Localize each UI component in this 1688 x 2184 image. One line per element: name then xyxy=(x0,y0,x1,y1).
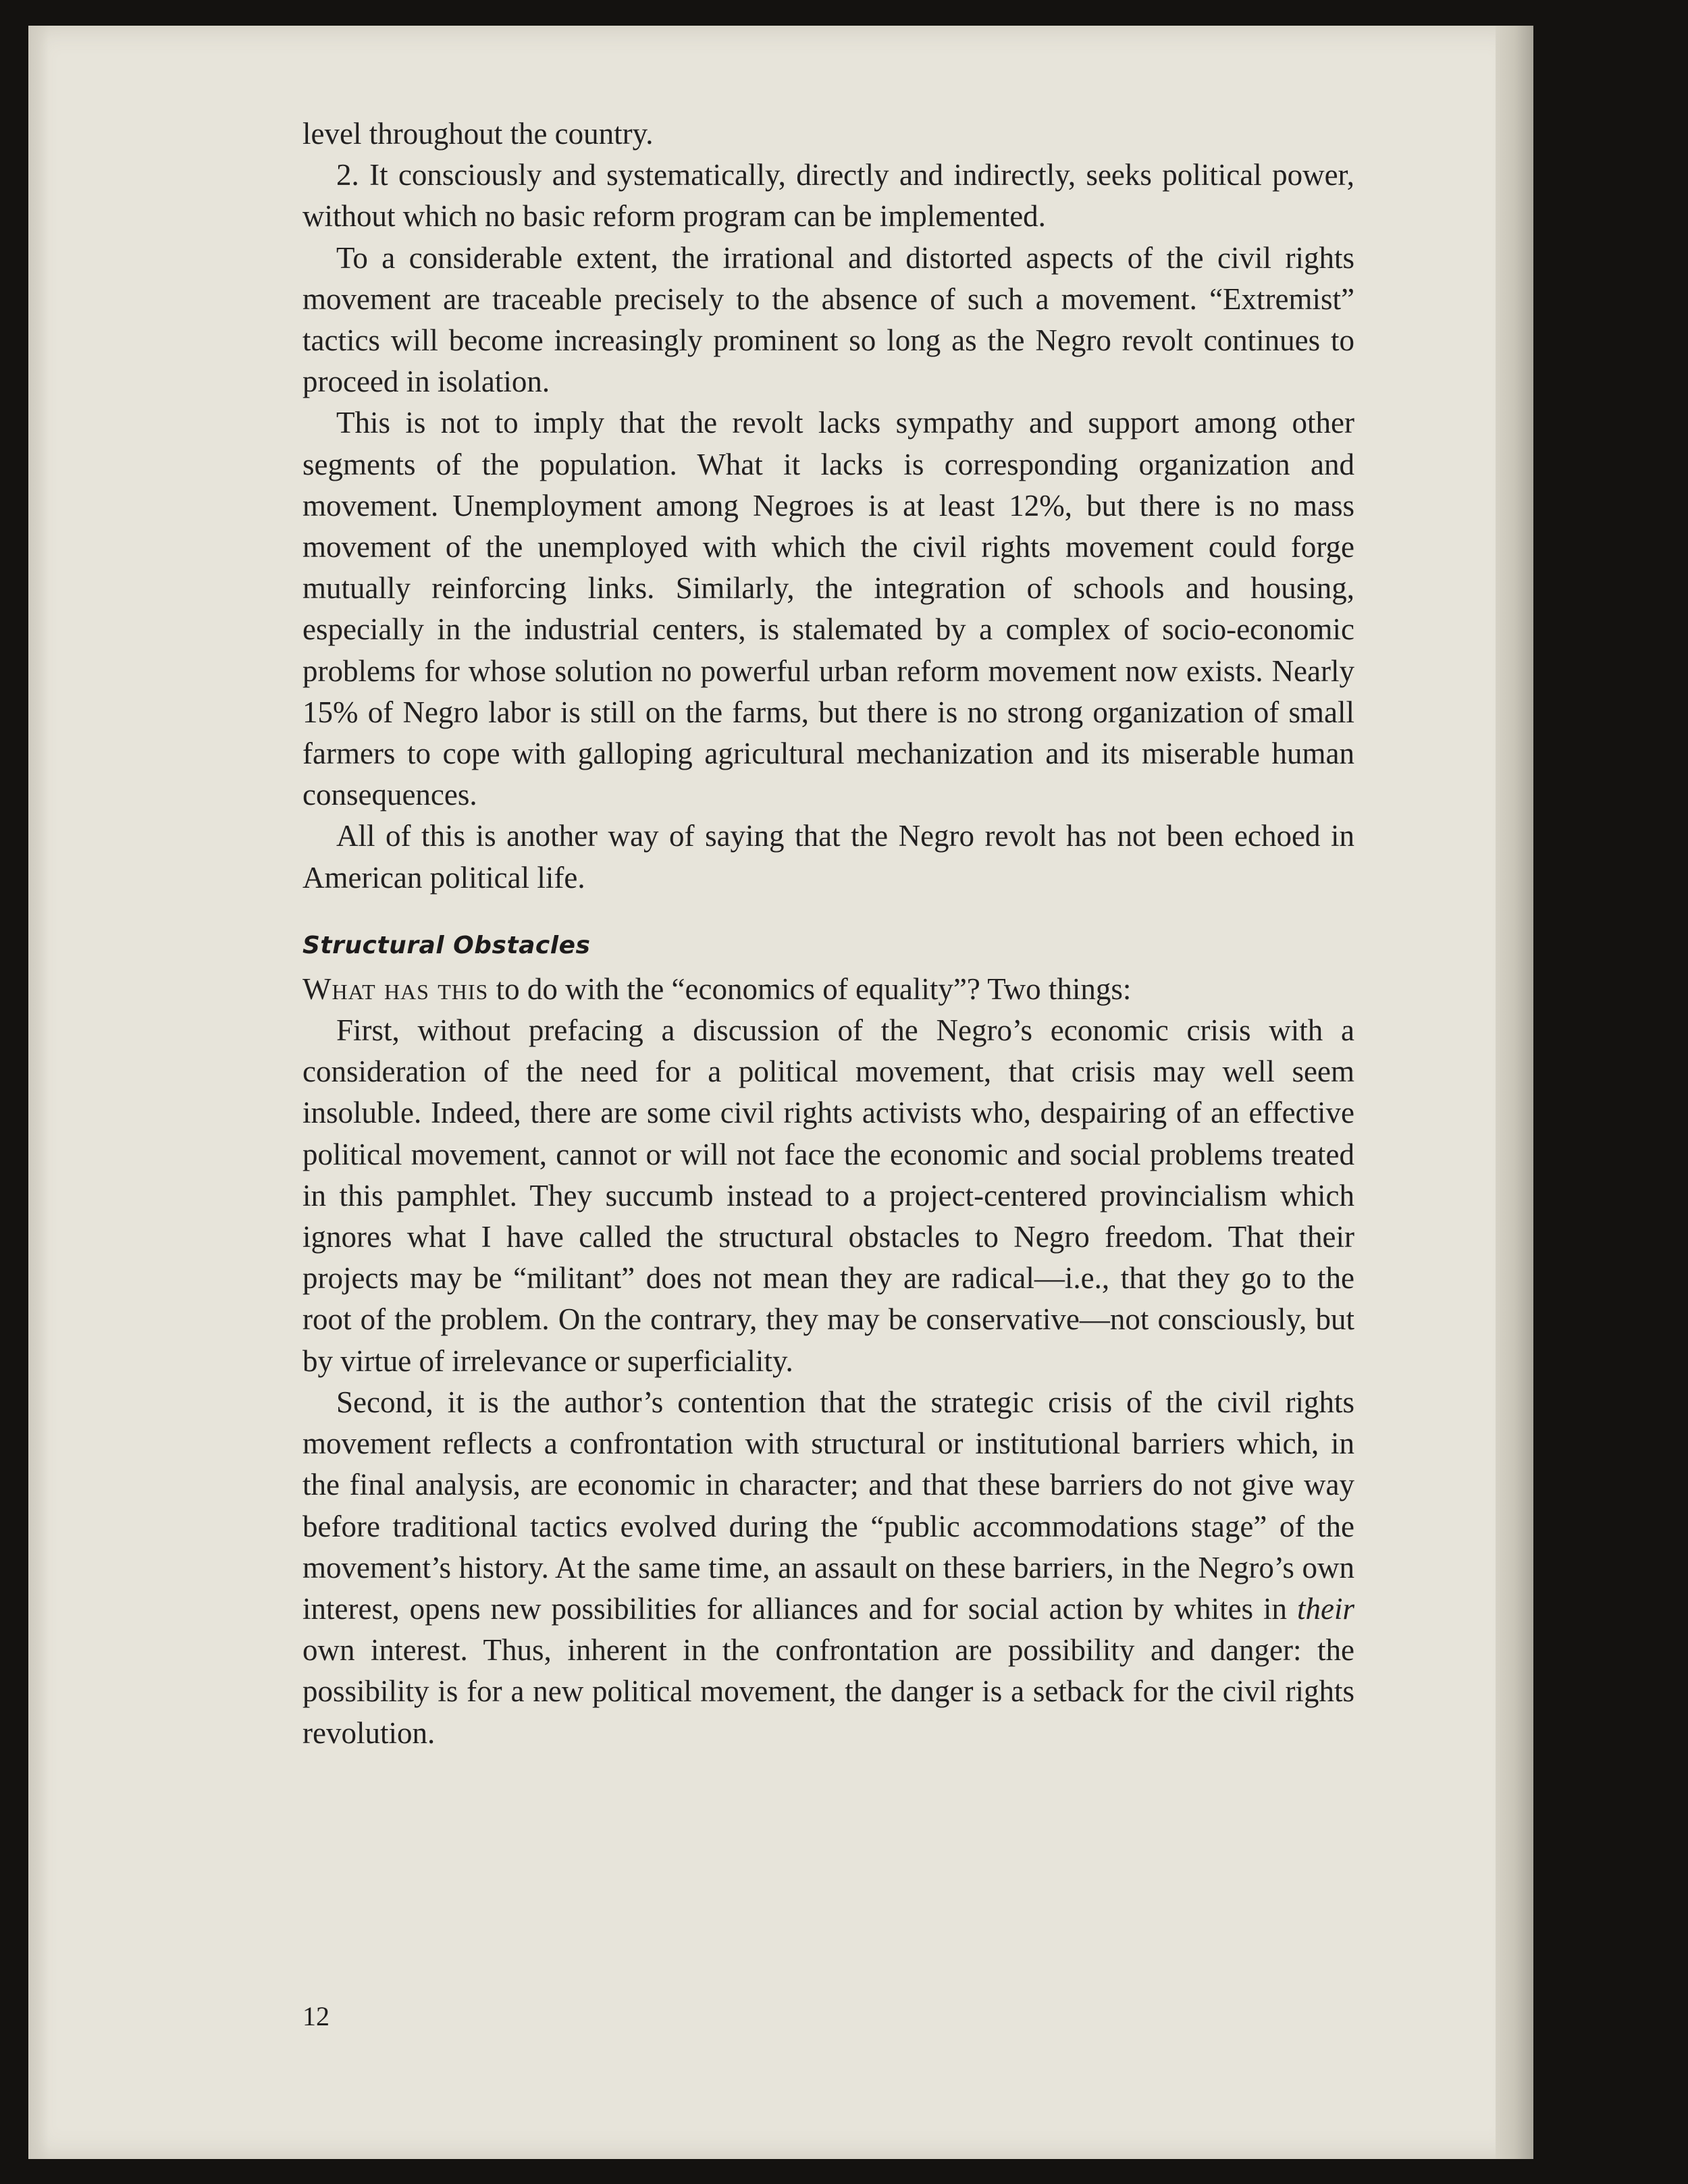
section-heading: Structural Obstacles xyxy=(302,931,591,959)
page-number: 12 xyxy=(302,2001,329,2031)
body-text xyxy=(302,113,1354,1754)
section-lead-smallcaps: What has this xyxy=(302,971,489,1006)
paragraph-point-2: 2. It consciously and systematically, directly and indirectly, seeks political power, without which no basic reform program can be implemented. xyxy=(302,158,1354,234)
paragraph-revolt-support: This is not to imply that the revolt lacks sympathy and support among other segments of the population. What it lacks is corresponding organization and movement. Unemployment among Negroes is at least 12%, but there is no mass movement of the unemployed with which the civil rights movement could forge mutually reinforcing links. Similarly, the integration of schools and housing, especially in the industrial centers, is stalemated by a complex of socio-economic problems for whose solution no powerful urban reform movement now exists. Nearly 15% of Negro labor is still on the farms, but there is no strong organization of small farmers to cope with galloping agricultural mechanization and its miserable human consequences. xyxy=(302,406,1354,812)
second-point-italic: their xyxy=(1297,1591,1354,1626)
paragraph-continuation: level throughout the country. xyxy=(302,117,654,151)
second-point-text-a: Second, it is the author’s contention that the strategic crisis of the civil rights movement reflects a confrontation with structural or institutional barriers which, in the final analysis, are economic in character; and that these barriers do not give way before traditional tactics evolved during the “public accommodations stage” of the movement’s history. At the same time, an assault on these barriers, in the Negro’s own interest, opens new possibilities for alliances and for social action by whites in xyxy=(302,1385,1354,1626)
section-lead-rest: to do with the “economics of equality”? Two things: xyxy=(488,971,1132,1006)
paragraph-political-life: All of this is another way of saying that the Negro revolt has not been echoed in American political life. xyxy=(302,819,1354,895)
second-point-text-b: own interest. Thus, inherent in the confrontation are possibility and danger: the possibility is for a new political movement, the danger is a setback for the civil rights revolution. xyxy=(302,1633,1354,1750)
section-lead-paragraph xyxy=(302,969,1354,1010)
paragraph-first-point: First, without prefacing a discussion of the Negro’s economic crisis with a consideration of the need for a political movement, that crisis may well seem insoluble. Indeed, there are some civil rights activists who, despairing of an effective political movement, cannot or will not face the economic and social problems treated in this pamphlet. They succumb instead to a project-centered provincialism which ignores what I have called the structural obstacles to Negro freedom. That their projects may be “militant” does not mean they are radical—i.e., that they go to the root of the problem. On the contrary, they may be conservative—not consciously, but by virtue of irrelevance or superficiality. xyxy=(302,1013,1354,1378)
paragraph-extremist-tactics: To a considerable extent, the irrational and distorted aspects of the civil rights movement are traceable precisely to the absence of such a movement. “Extremist” tactics will become increasingly prominent so long as the Negro revolt continues to proceed in isolation. xyxy=(302,240,1354,399)
book-gutter xyxy=(1496,26,1533,2159)
paragraph-second-point xyxy=(302,1382,1354,1754)
page-left-edge-shadow xyxy=(28,26,49,2159)
